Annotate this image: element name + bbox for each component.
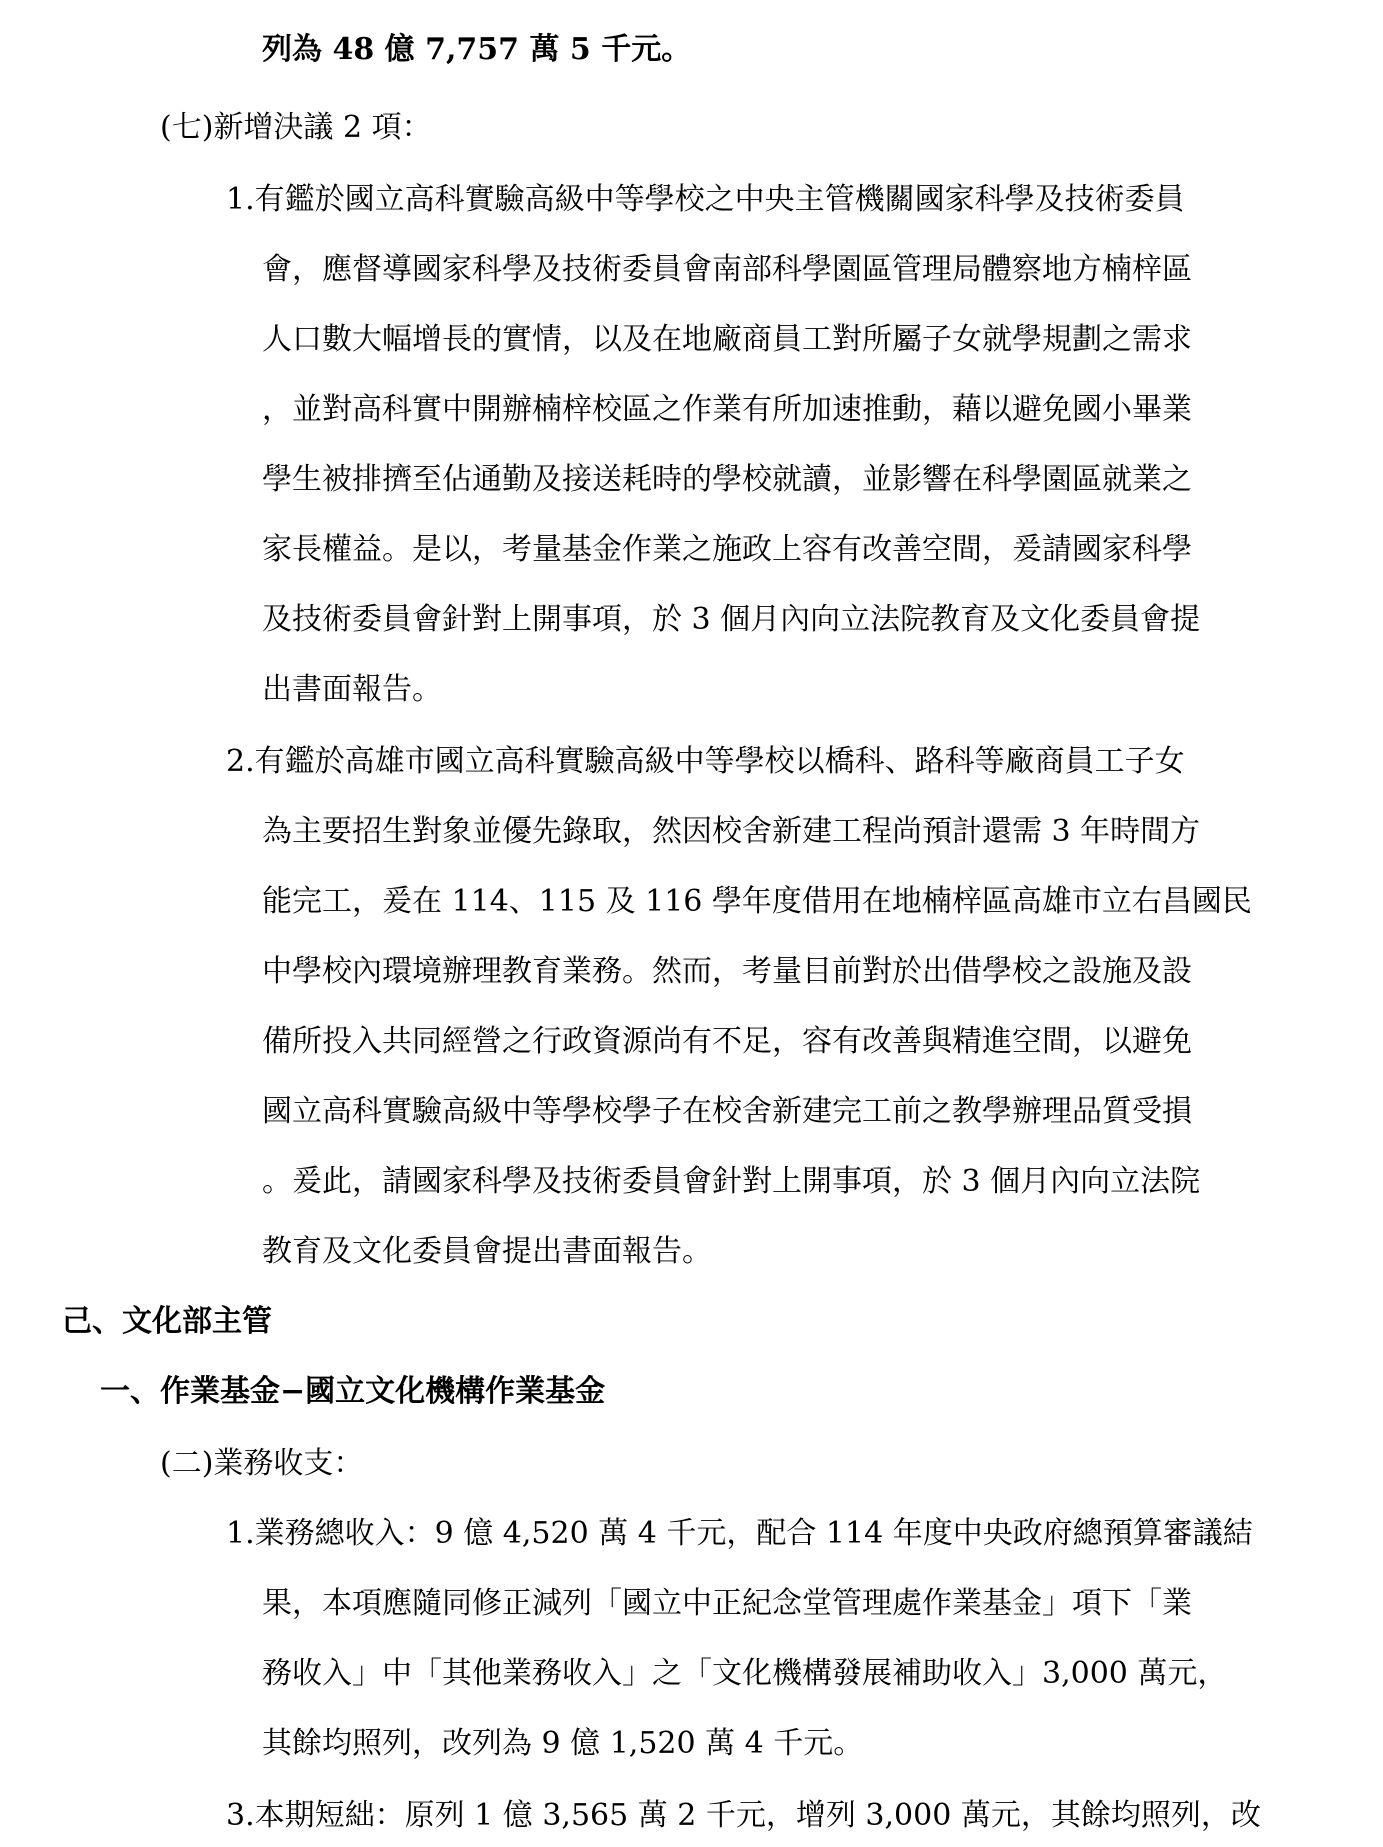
resolution-2-line-8: 教育及文化委員會提出書面報告。: [262, 1234, 712, 1269]
section-heading-operating-fund: 一、作業基金−國立文化機構作業基金: [100, 1374, 606, 1409]
resolution-1-line-3: 人口數大幅增長的實情，以及在地廠商員工對所屬子女就學規劃之需求: [262, 322, 1192, 357]
item-1-line-2: 果，本項應隨同修正減列「國立中正紀念堂管理處作業基金」項下「業: [262, 1586, 1192, 1621]
resolution-2-line-7: 。爰此，請國家科學及技術委員會針對上開事項，於 3 個月內向立法院: [262, 1164, 1201, 1199]
resolution-1-line-1: 1.有鑑於國立高科實驗高級中等學校之中央主管機關國家科學及技術委員: [226, 182, 1185, 217]
subsection-heading-7: (七)新增決議 2 項：: [160, 110, 432, 145]
subsection-heading-2: (二)業務收支：: [160, 1446, 364, 1481]
text-line-1: 列為 48 億 7,757 萬 5 千元。: [262, 32, 692, 67]
resolution-2-line-5: 備所投入共同經營之行政資源尚有不足，容有改善與精進空間，以避免: [262, 1024, 1192, 1059]
resolution-1-line-7: 及技術委員會針對上開事項，於 3 個月內向立法院教育及文化委員會提: [262, 602, 1201, 637]
resolution-1-line-2: 會，應督導國家科學及技術委員會南部科學園區管理局體察地方楠梓區: [262, 252, 1192, 287]
resolution-1-line-5: 學生被排擠至佔通勤及接送耗時的學校就讀，並影響在科學園區就業之: [262, 462, 1192, 497]
resolution-1-line-4: ，並對高科實中開辦楠梓校區之作業有所加速推動，藉以避免國小畢業: [262, 392, 1192, 427]
resolution-2-line-4: 中學校內環境辦理教育業務。然而，考量目前對於出借學校之設施及設: [262, 954, 1192, 989]
resolution-2-line-1: 2.有鑑於高雄市國立高科實驗高級中等學校以橋科、路科等廠商員工子女: [226, 744, 1185, 779]
section-heading-ministry-of-culture: 己、文化部主管: [62, 1304, 272, 1339]
resolution-2-line-6: 國立高科實驗高級中等學校學子在校舍新建完工前之教學辦理品質受損: [262, 1094, 1192, 1129]
resolution-2-line-2: 為主要招生對象並優先錄取，然因校舍新建工程尚預計還需 3 年時間方: [262, 814, 1201, 849]
item-3-line-1: 3.本期短絀：原列 1 億 3,565 萬 2 千元，增列 3,000 萬元，其餘均照列，改: [226, 1798, 1261, 1833]
item-1-line-3: 務收入」中「其他業務收入」之「文化機構發展補助收入」3,000 萬元，: [262, 1656, 1228, 1691]
resolution-1-line-8: 出書面報告。: [262, 672, 442, 707]
resolution-1-line-6: 家長權益。是以，考量基金作業之施政上容有改善空間，爰請國家科學: [262, 532, 1192, 567]
item-1-line-1: 1.業務總收入：9 億 4,520 萬 4 千元，配合 114 年度中央政府總預算審議結: [226, 1516, 1253, 1551]
item-1-line-4: 其餘均照列，改列為 9 億 1,520 萬 4 千元。: [262, 1726, 864, 1761]
resolution-2-line-3: 能完工，爰在 114、115 及 116 學年度借用在地楠梓區高雄市立右昌國民: [262, 884, 1252, 919]
